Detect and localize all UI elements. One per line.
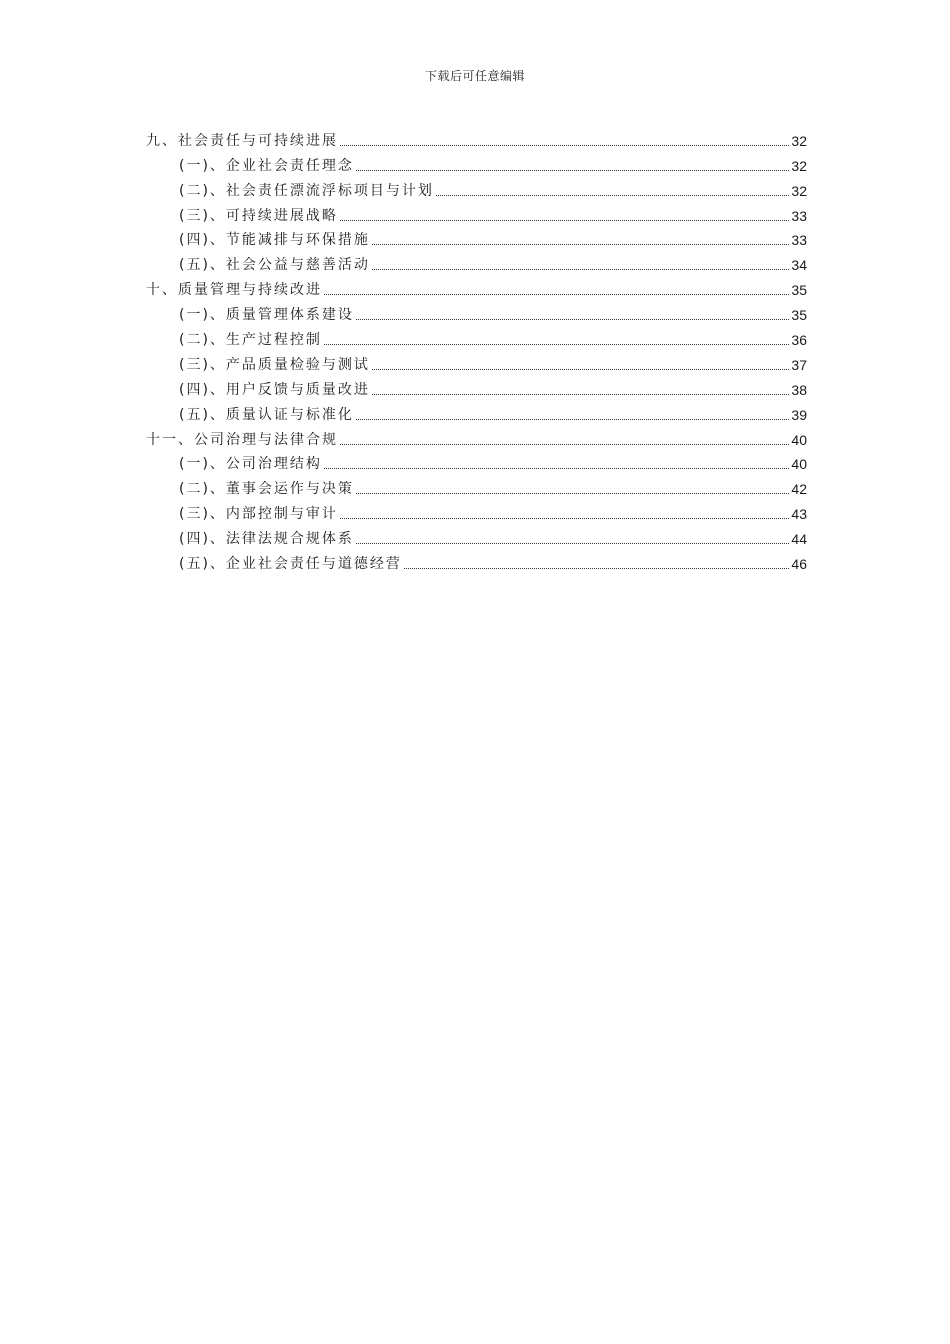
toc-page-number: 32	[791, 157, 807, 174]
toc-dot-leader	[356, 543, 789, 544]
toc-entry-label: (五)、社会公益与慈善活动	[179, 257, 370, 274]
toc-dot-leader	[372, 244, 789, 245]
toc-section-entry[interactable]	[146, 175, 807, 200]
toc-section-entry[interactable]	[146, 225, 807, 250]
toc-section-entry[interactable]	[146, 324, 807, 349]
toc-dot-leader	[436, 195, 789, 196]
table-of-contents	[146, 125, 807, 573]
toc-section-entry[interactable]	[146, 349, 807, 374]
toc-page-number: 40	[791, 456, 807, 473]
toc-section-entry[interactable]	[146, 200, 807, 225]
toc-dot-leader	[356, 493, 789, 494]
toc-page-number: 35	[791, 282, 807, 299]
toc-page-number: 39	[791, 406, 807, 423]
toc-entry-label: (一)、公司治理结构	[179, 456, 322, 473]
toc-entry-label: (五)、企业社会责任与道德经营	[179, 556, 402, 573]
toc-entry-label: (三)、可持续进展战略	[179, 207, 338, 224]
toc-page-number: 34	[791, 257, 807, 274]
toc-entry-label: (二)、社会责任漂流浮标项目与计划	[179, 182, 434, 199]
toc-page-number: 33	[791, 232, 807, 249]
toc-entry-label: (三)、内部控制与审计	[179, 506, 338, 523]
toc-chapter-entry[interactable]	[146, 274, 807, 299]
toc-entry-label: (一)、企业社会责任理念	[179, 157, 354, 174]
toc-section-entry[interactable]	[146, 449, 807, 474]
toc-dot-leader	[324, 344, 789, 345]
toc-dot-leader	[356, 419, 789, 420]
toc-entry-label: (四)、节能减排与环保措施	[179, 232, 370, 249]
toc-entry-label: (三)、产品质量检验与测试	[179, 356, 370, 373]
toc-entry-label: 十一、公司治理与法律合规	[146, 431, 338, 448]
toc-section-entry[interactable]	[146, 299, 807, 324]
toc-section-entry[interactable]	[146, 399, 807, 424]
toc-entry-label: (二)、董事会运作与决策	[179, 481, 354, 498]
toc-page-number: 42	[791, 481, 807, 498]
toc-entry-label: 九、社会责任与可持续进展	[146, 132, 338, 149]
toc-page-number: 44	[791, 531, 807, 548]
toc-entry-label: (一)、质量管理体系建设	[179, 307, 354, 324]
toc-entry-label: (四)、法律法规合规体系	[179, 531, 354, 548]
toc-dot-leader	[324, 468, 789, 469]
toc-dot-leader	[340, 518, 789, 519]
toc-dot-leader	[340, 444, 789, 445]
toc-dot-leader	[356, 319, 789, 320]
page-header: 下载后可任意编辑	[424, 69, 525, 83]
toc-chapter-entry[interactable]	[146, 125, 807, 150]
toc-section-entry[interactable]	[146, 498, 807, 523]
toc-chapter-entry[interactable]	[146, 424, 807, 449]
toc-page-number: 32	[791, 132, 807, 149]
toc-page-number: 33	[791, 207, 807, 224]
toc-dot-leader	[372, 394, 789, 395]
toc-page-number: 43	[791, 506, 807, 523]
toc-dot-leader	[340, 145, 789, 146]
toc-page-number: 38	[791, 381, 807, 398]
toc-entry-label: (四)、用户反馈与质量改进	[179, 381, 370, 398]
toc-page-number: 35	[791, 307, 807, 324]
toc-dot-leader	[372, 369, 789, 370]
toc-section-entry[interactable]	[146, 249, 807, 274]
toc-dot-leader	[372, 269, 789, 270]
toc-dot-leader	[404, 568, 789, 569]
toc-entry-label: (五)、质量认证与标准化	[179, 406, 354, 423]
toc-page-number: 46	[791, 556, 807, 573]
toc-section-entry[interactable]	[146, 473, 807, 498]
toc-section-entry[interactable]	[146, 150, 807, 175]
toc-entry-label: (二)、生产过程控制	[179, 332, 322, 349]
toc-page-number: 37	[791, 356, 807, 373]
toc-section-entry[interactable]	[146, 548, 807, 573]
toc-entry-label: 十、质量管理与持续改进	[146, 282, 322, 299]
toc-page-number: 40	[791, 431, 807, 448]
toc-dot-leader	[340, 220, 789, 221]
toc-page-number: 32	[791, 182, 807, 199]
toc-dot-leader	[324, 294, 789, 295]
toc-dot-leader	[356, 170, 789, 171]
toc-page-number: 36	[791, 332, 807, 349]
toc-section-entry[interactable]	[146, 374, 807, 399]
toc-section-entry[interactable]	[146, 523, 807, 548]
